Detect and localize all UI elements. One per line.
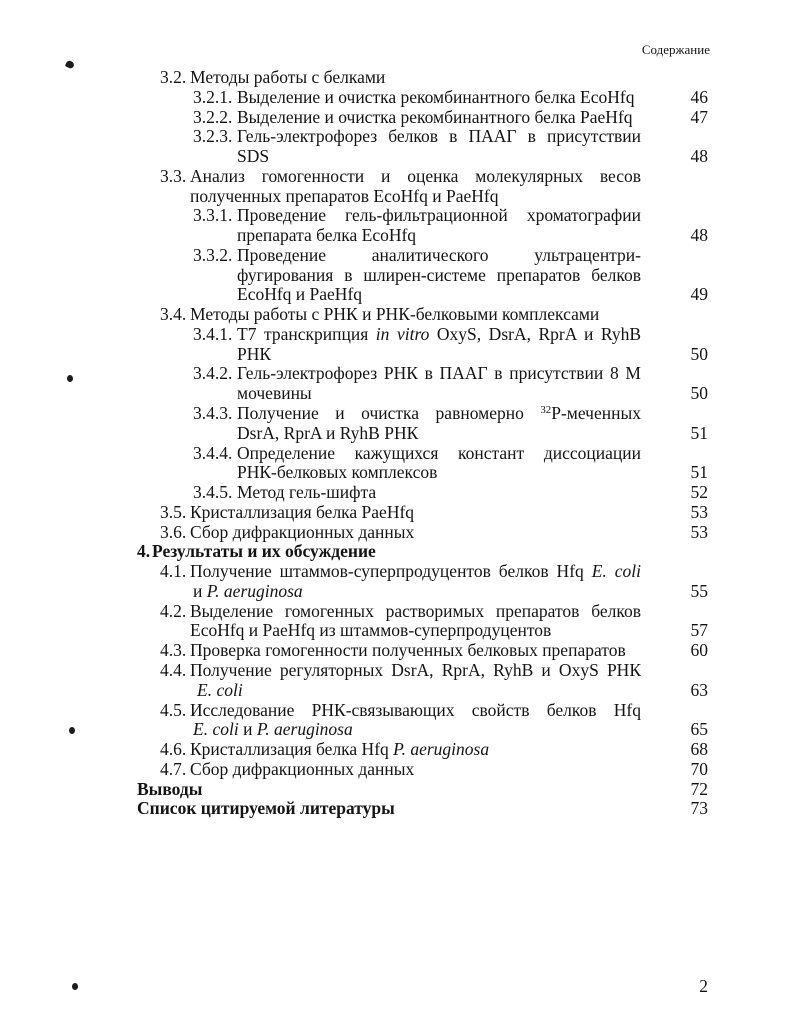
toc-line <box>0 523 799 543</box>
toc-entry-4-3 <box>0 641 799 661</box>
section-title-continued: SDS <box>237 146 270 167</box>
section-title-continued: РНК-белковых комплексов <box>237 462 438 483</box>
toc-entry-3-4 <box>0 305 799 325</box>
toc-entry-3-4-5 <box>0 483 799 503</box>
section-title: Проверка гомогенности полученных белковых препаратов <box>190 640 626 661</box>
toc-entry-3-3 <box>0 167 799 207</box>
toc-entry-3-3-2 <box>0 246 799 305</box>
section-number: 3.2. <box>160 67 187 87</box>
toc-entry-3-4-3 <box>0 404 799 444</box>
section-title-continued: мочевины <box>237 383 312 404</box>
page-ref: 48 <box>690 225 708 246</box>
section-number: 4.6. <box>160 739 187 760</box>
section-number: 3.5. <box>160 501 187 522</box>
section-number: 4.3. <box>160 640 187 661</box>
section-title: Проведение гель-фильтрационной хроматографии <box>237 205 641 226</box>
toc-entry-3-5 <box>0 503 799 523</box>
page-ref: 65 <box>690 719 708 740</box>
italic-term: in vitro <box>375 323 430 344</box>
section-title: Методы работы с РНК и РНК-белковыми комплексами <box>190 304 600 325</box>
toc-line <box>0 345 799 365</box>
section-number: 4.4. <box>160 659 187 680</box>
toc-line <box>0 602 799 622</box>
toc-entry-3-2-3 <box>0 127 799 167</box>
toc-entry-4 <box>0 542 799 562</box>
section-title: Методы работы с белками <box>190 67 386 87</box>
section-title <box>237 325 641 345</box>
page-ref: 60 <box>690 640 708 661</box>
toc-entry-3-4-4 <box>0 444 799 484</box>
title-segment: OxyS, DsrA, RprA и RyhB <box>429 323 642 344</box>
toc-line <box>0 542 799 562</box>
italic-term: P. aeruginosa <box>206 580 303 601</box>
toc-line <box>0 206 799 226</box>
section-number: 3.2.1. <box>193 86 233 107</box>
title-segment: Кристаллизация белка Hfq <box>190 739 394 760</box>
section-number: 4.7. <box>160 758 187 779</box>
title-segment: Получение и очистка равномерно <box>237 403 541 424</box>
italic-term: E. coli <box>591 561 641 582</box>
toc-entry-4-7 <box>0 760 799 780</box>
section-number: 3.3. <box>160 165 187 186</box>
title-segment: P-меченных <box>551 403 641 424</box>
toc-entry-3-2-1 <box>0 88 799 108</box>
section-title: Кристаллизация белка PaeHfq <box>190 501 415 522</box>
section-title: Сбор дифракционных данных <box>190 521 415 542</box>
page-ref: 57 <box>690 620 708 641</box>
chapter-title: Список цитируемой литературы <box>137 798 395 819</box>
toc-line <box>0 305 799 325</box>
toc-entry-3-2-2 <box>0 108 799 128</box>
toc-line <box>0 404 799 424</box>
section-title-continued: EcoHfq и PaeHfq <box>237 284 363 305</box>
toc-line <box>0 681 799 701</box>
page-ref: 53 <box>690 501 708 522</box>
section-title: Выделение и очистка рекомбинантного белка EcoHfq <box>237 86 635 107</box>
section-title: Исследование РНК-связывающих свойств белков Hfq <box>190 699 641 720</box>
toc-entry-3-6 <box>0 523 799 543</box>
toc-line <box>0 68 799 88</box>
table-of-contents <box>0 68 799 819</box>
toc-line <box>0 226 799 246</box>
toc-line <box>0 701 799 721</box>
section-number: 3.4.4. <box>193 442 233 463</box>
section-title-continued <box>193 720 641 740</box>
section-title: Определение кажущихся констант диссоциации <box>237 442 641 463</box>
toc-line <box>0 720 799 740</box>
section-number: 4.1. <box>160 561 187 582</box>
page-ref: 51 <box>690 422 708 443</box>
page-ref: 49 <box>690 284 708 305</box>
toc-line <box>0 740 799 760</box>
section-number: 3.6. <box>160 521 187 542</box>
toc-line <box>0 582 799 602</box>
toc-entry-3-4-2 <box>0 364 799 404</box>
page-ref: 55 <box>690 580 708 601</box>
page-ref: 46 <box>690 86 708 107</box>
toc-line <box>0 127 799 147</box>
italic-term: P. aeruginosa <box>393 739 490 760</box>
toc-line <box>0 266 799 286</box>
toc-line <box>0 780 799 800</box>
toc-line <box>0 799 799 819</box>
section-title: Метод гель-шифта <box>237 482 377 503</box>
section-title-continued <box>193 582 641 602</box>
title-segment: Получение штаммов-суперпродуцентов белков Hfq <box>190 561 592 582</box>
toc-line <box>0 108 799 128</box>
toc-line <box>0 641 799 661</box>
page-ref: 63 <box>690 679 708 700</box>
running-header: Содержание <box>641 42 710 57</box>
toc-line <box>0 167 799 187</box>
page-ref: 73 <box>690 798 708 819</box>
toc-entry-4-1 <box>0 562 799 602</box>
toc-entry-4-5 <box>0 701 799 741</box>
page-ref: 72 <box>690 778 708 799</box>
toc-line <box>0 384 799 404</box>
page-ref: 68 <box>690 739 708 760</box>
page-ref: 50 <box>690 343 708 364</box>
section-title-continued: РНК <box>237 343 272 364</box>
toc-line <box>0 760 799 780</box>
section-title: Получение регуляторных DsrA, RprA, RyhB и OxyS РНК <box>190 659 641 680</box>
page-ref: 47 <box>690 106 708 127</box>
section-number: 4.5. <box>160 699 187 720</box>
toc-line <box>0 444 799 464</box>
toc-entry-4-4 <box>0 661 799 701</box>
superscript-isotope-mass: 32 <box>540 404 552 417</box>
italic-term: E. coli <box>197 679 243 700</box>
section-title: Сбор дифракционных данных <box>190 758 415 779</box>
section-title-continued: фугирования в шлирен-системе препаратов белков <box>237 264 641 285</box>
toc-entry-4-6 <box>0 740 799 760</box>
chapter-title: Выводы <box>137 778 203 799</box>
page-ref: 50 <box>690 383 708 404</box>
toc-entry-3-3-1 <box>0 206 799 246</box>
section-number: 3.2.2. <box>193 106 233 127</box>
toc-line <box>0 483 799 503</box>
section-title: Проведение аналитического ультрацентри- <box>237 244 641 265</box>
chapter-number: 4. <box>137 541 151 562</box>
section-title-continued: DsrA, RprA и RyhB РНК <box>237 422 419 443</box>
page-ref: 53 <box>690 521 708 542</box>
toc-line <box>0 88 799 108</box>
title-segment: T7 транскрипция <box>237 323 376 344</box>
section-number: 3.4.3. <box>193 403 233 424</box>
section-title: Выделение гомогенных растворимых препаратов белков <box>190 600 641 621</box>
toc-line <box>0 463 799 483</box>
section-title <box>190 562 641 582</box>
toc-entry-conclusions <box>0 780 799 800</box>
page-ref: 48 <box>690 146 708 167</box>
toc-line <box>0 424 799 444</box>
italic-term: P. aeruginosa <box>256 719 353 740</box>
toc-entry-3-4-1 <box>0 325 799 365</box>
section-number: 3.3.2. <box>193 244 233 265</box>
toc-line <box>0 562 799 582</box>
page-ref: 52 <box>690 482 708 503</box>
toc-entry-references <box>0 799 799 819</box>
title-segment: и <box>193 580 207 601</box>
section-title: Гель-электрофорез РНК в ПААГ в присутствии 8 М <box>237 363 641 384</box>
page-number: 2 <box>699 976 708 996</box>
page-ref: 51 <box>690 462 708 483</box>
section-title: Выделение и очистка рекомбинантного белка PaeHfq <box>237 106 633 127</box>
toc-line <box>0 147 799 167</box>
section-number: 4.2. <box>160 600 187 621</box>
scan-speck <box>72 983 78 990</box>
italic-term: E. coli <box>193 719 239 740</box>
toc-line <box>0 364 799 384</box>
section-title-continued: полученных препаратов EcoHfq и PaeHfq <box>190 185 499 206</box>
toc-line <box>0 246 799 266</box>
page-ref: 70 <box>690 758 708 779</box>
toc-line <box>0 187 799 207</box>
toc-line <box>0 325 799 345</box>
title-segment: и <box>238 719 257 740</box>
section-title: Анализ гомогенности и оценка молекулярных весов <box>190 165 641 186</box>
section-number: 3.4.2. <box>193 363 233 384</box>
section-number: 3.4.1. <box>193 323 233 344</box>
toc-entry-4-2 <box>0 602 799 642</box>
chapter-title: Результаты и их обсуждение <box>152 541 376 562</box>
section-number: 3.3.1. <box>193 205 233 226</box>
section-number: 3.4.5. <box>193 482 233 503</box>
toc-entry-3-2 <box>0 68 799 88</box>
toc-line <box>0 621 799 641</box>
section-title <box>190 740 641 760</box>
toc-line <box>0 661 799 681</box>
toc-line <box>0 503 799 523</box>
section-title-continued: EcoHfq и PaeHfq из штаммов-суперпродуцентов <box>190 620 552 641</box>
section-number: 3.2.3. <box>193 126 233 147</box>
section-title: Гель-электрофорез белков в ПААГ в присутствии <box>237 126 641 147</box>
section-number: 3.4. <box>160 304 187 325</box>
toc-line <box>0 285 799 305</box>
section-title-continued: препарата белка EcoHfq <box>237 225 417 246</box>
